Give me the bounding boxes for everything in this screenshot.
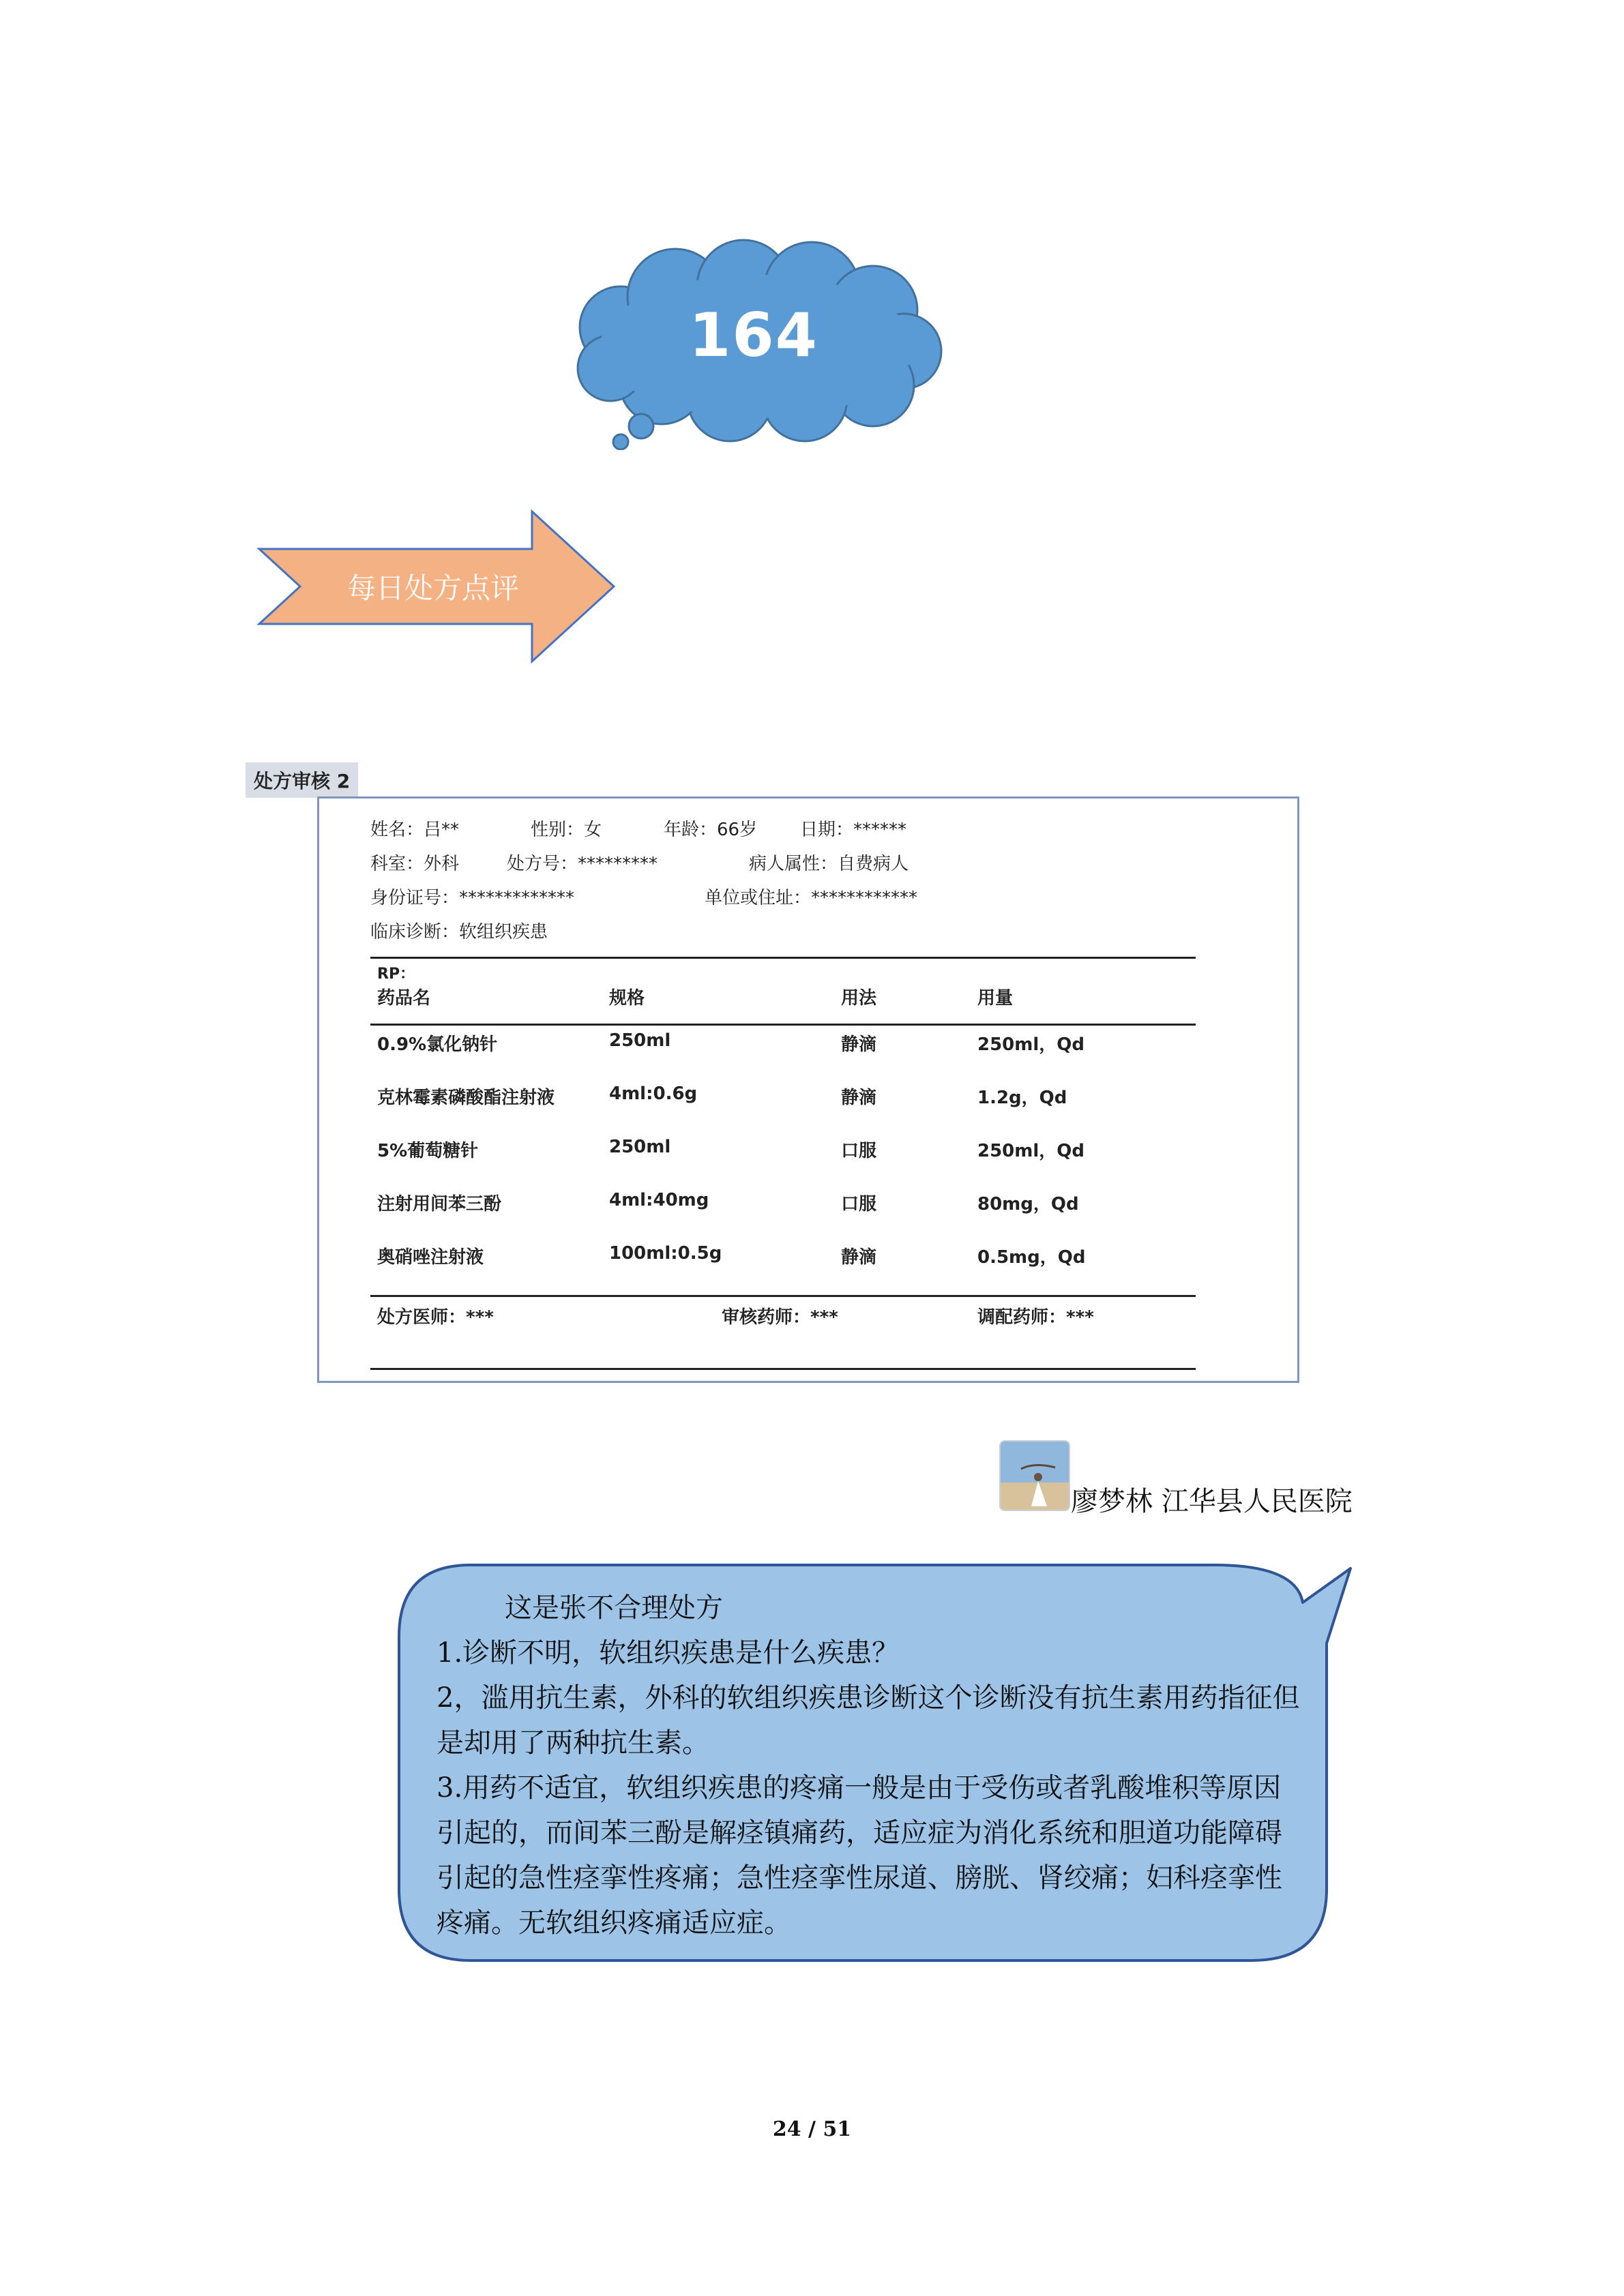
drug-spec: 250ml xyxy=(609,1137,671,1157)
patient-age: 年龄：66岁 xyxy=(664,820,758,840)
divider xyxy=(370,1024,1196,1026)
arrow-label: 每日处方点评 xyxy=(346,571,519,605)
patient-gender: 性别：女 xyxy=(531,820,602,840)
department: 科室：外科 xyxy=(370,854,460,874)
col-header-spec: 规格 xyxy=(609,988,645,1009)
drug-spec: 4ml:0.6g xyxy=(609,1084,698,1104)
rx-number: 处方号：********* xyxy=(507,854,658,874)
drug-name: 5%葡萄糖针 xyxy=(377,1141,479,1161)
drug-dose: 250ml，Qd xyxy=(977,1141,1084,1161)
drug-name: 注射用间苯三酚 xyxy=(377,1194,502,1214)
drug-usage: 口服 xyxy=(841,1141,877,1161)
address: 单位或住址：************ xyxy=(705,888,918,908)
patient-name: 姓名：吕** xyxy=(370,820,460,840)
bubble-point: 3.用药不适宜，软组织疾患的疼痛一般是由于受伤或者乳酸堆积等原因引起的，而间苯三酚是解痉镇痛药，适应症为消化系统和胆道功能障碍引起的急性痉挛性疼痛；急性痉挛性尿道、膀胱、肾绞痛；妇科痉挛性疼痛。无软组织疼痛适应症。 xyxy=(437,1772,1282,1939)
drug-name: 0.9%氯化钠针 xyxy=(377,1034,498,1055)
bubble-point: 1.诊断不明，软组织疾患是什么疾患？ xyxy=(437,1637,900,1669)
rp-label: RP： xyxy=(377,966,415,983)
dispensing-pharmacist: 调配药师：*** xyxy=(977,1307,1094,1328)
id-number: 身份证号：************* xyxy=(370,888,575,908)
prescription-card xyxy=(317,796,1299,1383)
drug-spec: 250ml xyxy=(609,1030,671,1051)
drug-dose: 0.5mg，Qd xyxy=(977,1247,1086,1268)
cloud-number: 164 xyxy=(689,300,818,370)
drug-dose: 1.2g，Qd xyxy=(977,1088,1067,1108)
drug-usage: 静滴 xyxy=(841,1247,877,1268)
divider xyxy=(370,957,1196,959)
drug-dose: 80mg，Qd xyxy=(977,1194,1079,1214)
divider xyxy=(370,1368,1196,1370)
drug-usage: 静滴 xyxy=(841,1034,877,1055)
bubble-text xyxy=(437,1585,1303,1945)
col-header-dose: 用量 xyxy=(977,988,1014,1009)
patient-type: 病人属性：自费病人 xyxy=(749,854,909,874)
drug-name: 奥硝唑注射液 xyxy=(377,1247,484,1268)
drug-usage: 静滴 xyxy=(841,1088,877,1108)
diagnosis: 临床诊断：软组织疾患 xyxy=(370,922,548,942)
bubble-point: 2，滥用抗生素，外科的软组织疾患诊断这个诊断没有抗生素用药指征但是却用了两种抗生素。 xyxy=(437,1682,1300,1759)
drug-name: 克林霉素磷酸酯注射液 xyxy=(377,1088,555,1108)
col-header-usage: 用法 xyxy=(841,988,877,1009)
drug-dose: 250ml，Qd xyxy=(977,1034,1084,1055)
prescribing-doctor: 处方医师：*** xyxy=(377,1307,494,1328)
bubble-heading: 这是张不合理处方 xyxy=(505,1592,723,1624)
reviewing-pharmacist: 审核药师：*** xyxy=(722,1307,838,1328)
page-number: 24 / 51 xyxy=(772,2117,852,2141)
drug-spec: 4ml:40mg xyxy=(609,1190,709,1210)
author-photo xyxy=(999,1440,1070,1511)
divider xyxy=(370,1295,1196,1297)
rx-date: 日期：****** xyxy=(800,820,907,840)
col-header-drug: 药品名 xyxy=(377,988,431,1009)
drug-usage: 口服 xyxy=(841,1194,877,1214)
drug-spec: 100ml:0.5g xyxy=(609,1243,722,1264)
author-credit: 廖梦林 江华县人民医院 xyxy=(1071,1486,1353,1517)
prescription-tag: 处方审核 2 xyxy=(246,762,358,798)
